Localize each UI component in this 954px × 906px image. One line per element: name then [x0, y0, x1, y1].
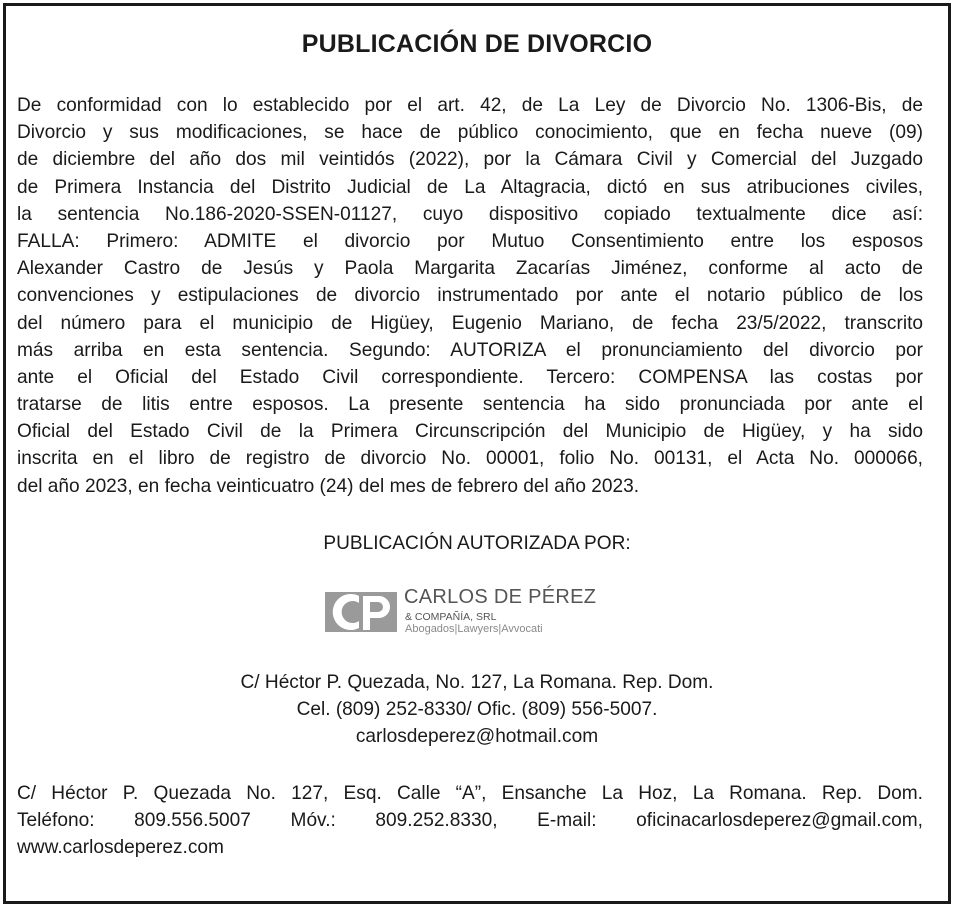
- contact-phones: Cel. (809) 252-8330/ Ofic. (809) 556-5007.: [296, 699, 658, 720]
- footer-phones-email[interactable]: Teléfono: 809.556.5007 Móv.: 809.252.8330, E-mail: oficinacarlosdeperez@gmail.com,: [17, 810, 923, 832]
- notice-body: [17, 92, 923, 500]
- body-line: convenciones y estipulaciones de divorcio instrumentado por ante el notario público de los: [17, 285, 923, 307]
- cp-monogram-icon: [325, 588, 397, 636]
- firm-name: CARLOS DE PÉREZ: [404, 586, 597, 608]
- body-line: Divorcio y sus modificaciones, se hace de público conocimiento, que en fecha nueve (09): [17, 122, 923, 144]
- body-line: Oficial del Estado Civil de la Primera Circunscripción del Municipio de Higüey, y ha sido: [17, 421, 923, 443]
- body-line: de diciembre del año dos mil veintidós (2022), por la Cámara Civil y Comercial del Juzgado: [17, 149, 923, 171]
- firm-tagline: Abogados|Lawyers|Avvocati: [405, 623, 543, 635]
- body-line: del año 2023, en fecha veinticuatro (24) del mes de febrero del año 2023.: [17, 475, 640, 497]
- firm-company: & COMPAÑÍA, SRL: [405, 611, 497, 623]
- body-line: Alexander Castro de Jesús y Paola Margarita Zacarías Jiménez, conforme al acto de: [17, 258, 923, 280]
- body-line: tratarse de litis entre esposos. La presente sentencia ha sido pronunciada por ante el: [17, 394, 923, 416]
- body-line: ante el Oficial del Estado Civil correspondiente. Tercero: COMPENSA las costas por: [17, 366, 923, 388]
- footer-contact: [17, 780, 923, 862]
- footer-address: C/ Héctor P. Quezada No. 127, Esq. Calle “A”, Ensanche La Hoz, La Romana. Rep. Dom.: [17, 783, 923, 804]
- contact-email[interactable]: carlosdeperez@hotmail.com: [355, 726, 599, 747]
- body-line: del número para el municipio de Higüey, Eugenio Mariano, de fecha 23/5/2022, transcrito: [17, 312, 923, 334]
- notice-title: PUBLICACIÓN DE DIVORCIO: [301, 30, 653, 58]
- body-line: la sentencia No.186-2020-SSEN-01127, cuyo dispositivo copiado textualmente dice así:: [17, 203, 923, 225]
- body-line: FALLA: Primero: ADMITE el divorcio por Mutuo Consentimiento entre los esposos: [17, 230, 923, 252]
- body-line: inscrita en el libro de registro de divorcio No. 00001, folio No. 00131, el Acta No. 000066,: [17, 448, 923, 470]
- body-line: De conformidad con lo establecido por el art. 42, de La Ley de Divorcio No. 1306-Bis, de: [17, 95, 923, 116]
- body-line: más arriba en esta sentencia. Segundo: AUTORIZA el pronunciamiento del divorcio por: [17, 339, 923, 361]
- contact-address: C/ Héctor P. Quezada, No. 127, La Romana. Rep. Dom.: [240, 672, 714, 693]
- body-line: de Primera Instancia del Distrito Judicial de La Altagracia, dictó en sus atribuciones civiles,: [17, 176, 923, 198]
- footer-website[interactable]: www.carlosdeperez.com: [17, 837, 224, 859]
- firm-logo: [325, 586, 595, 638]
- authorized-by-label: PUBLICACIÓN AUTORIZADA POR:: [323, 533, 631, 554]
